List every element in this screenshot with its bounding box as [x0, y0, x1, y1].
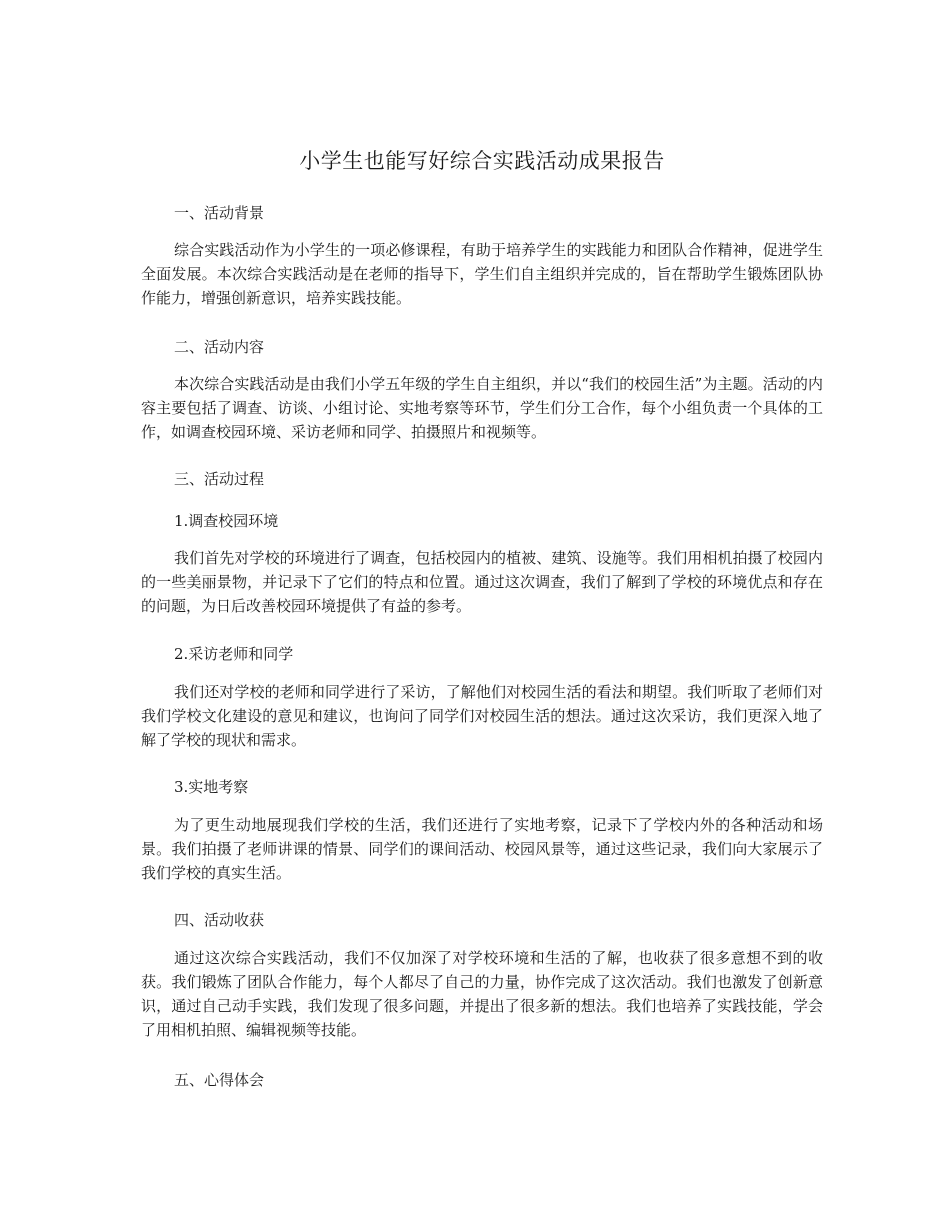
- paragraph-background: 综合实践活动作为小学生的一项必修课程，有助于培养学生的实践能力和团队合作精神，促进学生全面发展。本次综合实践活动是在老师的指导下，学生们自主组织并完成的，旨在帮助学生锻炼团队协作能力，增强创新意识，培养实践技能。: [141, 241, 823, 307]
- paragraph-survey: 我们首先对学校的环境进行了调查，包括校园内的植被、建筑、设施等。我们用相机拍摄了校园内的一些美丽景物，并记录下了它们的特点和位置。通过这次调查，我们了解到了学校的环境优点和存在的问题，为日后改善校园环境提供了有益的参考。: [141, 549, 823, 615]
- subheading-field-visit: 3.实地考察: [174, 778, 249, 796]
- document-title: 小学生也能写好综合实践活动成果报告: [299, 149, 665, 173]
- paragraph-interview: 我们还对学校的老师和同学进行了采访，了解他们对校园生活的看法和期望。我们听取了老师们对我们学校文化建设的意见和建议，也询问了同学们对校园生活的想法。通过这次采访，我们更深入地了解了学校的现状和需求。: [141, 683, 823, 749]
- section-heading-content: 二、活动内容: [174, 338, 265, 356]
- section-heading-reflections: 五、心得体会: [174, 1071, 265, 1089]
- paragraph-field-visit: 为了更生动地展现我们学校的生活，我们还进行了实地考察，记录下了学校内外的各种活动和场景。我们拍摄了老师讲课的情景、同学们的课间活动、校园风景等，通过这些记录，我们向大家展示了我们学校的真实生活。: [141, 816, 823, 882]
- paragraph-gains: 通过这次综合实践活动，我们不仅加深了对学校环境和生活的了解，也收获了很多意想不到的收获。我们锻炼了团队合作能力，每个人都尽了自己的力量，协作完成了这次活动。我们也激发了创新意识，通过自己动手实践，我们发现了很多问题，并提出了很多新的想法。我们也培养了实践技能，学会了用相机拍照、编辑视频等技能。: [141, 949, 823, 1039]
- section-heading-gains: 四、活动收获: [174, 911, 265, 929]
- subheading-interview: 2.采访老师和同学: [174, 645, 294, 663]
- subheading-survey: 1.调查校园环境: [174, 512, 279, 530]
- section-heading-process: 三、活动过程: [174, 470, 265, 488]
- paragraph-content: 本次综合实践活动是由我们小学五年级的学生自主组织，并以“我们的校园生活”为主题。活动的内容主要包括了调查、访谈、小组讨论、实地考察等环节，学生们分工合作，每个小组负责一个具体的工作，如调查校园环境、采访老师和同学、拍摄照片和视频等。: [141, 375, 823, 441]
- section-heading-background: 一、活动背景: [174, 204, 265, 222]
